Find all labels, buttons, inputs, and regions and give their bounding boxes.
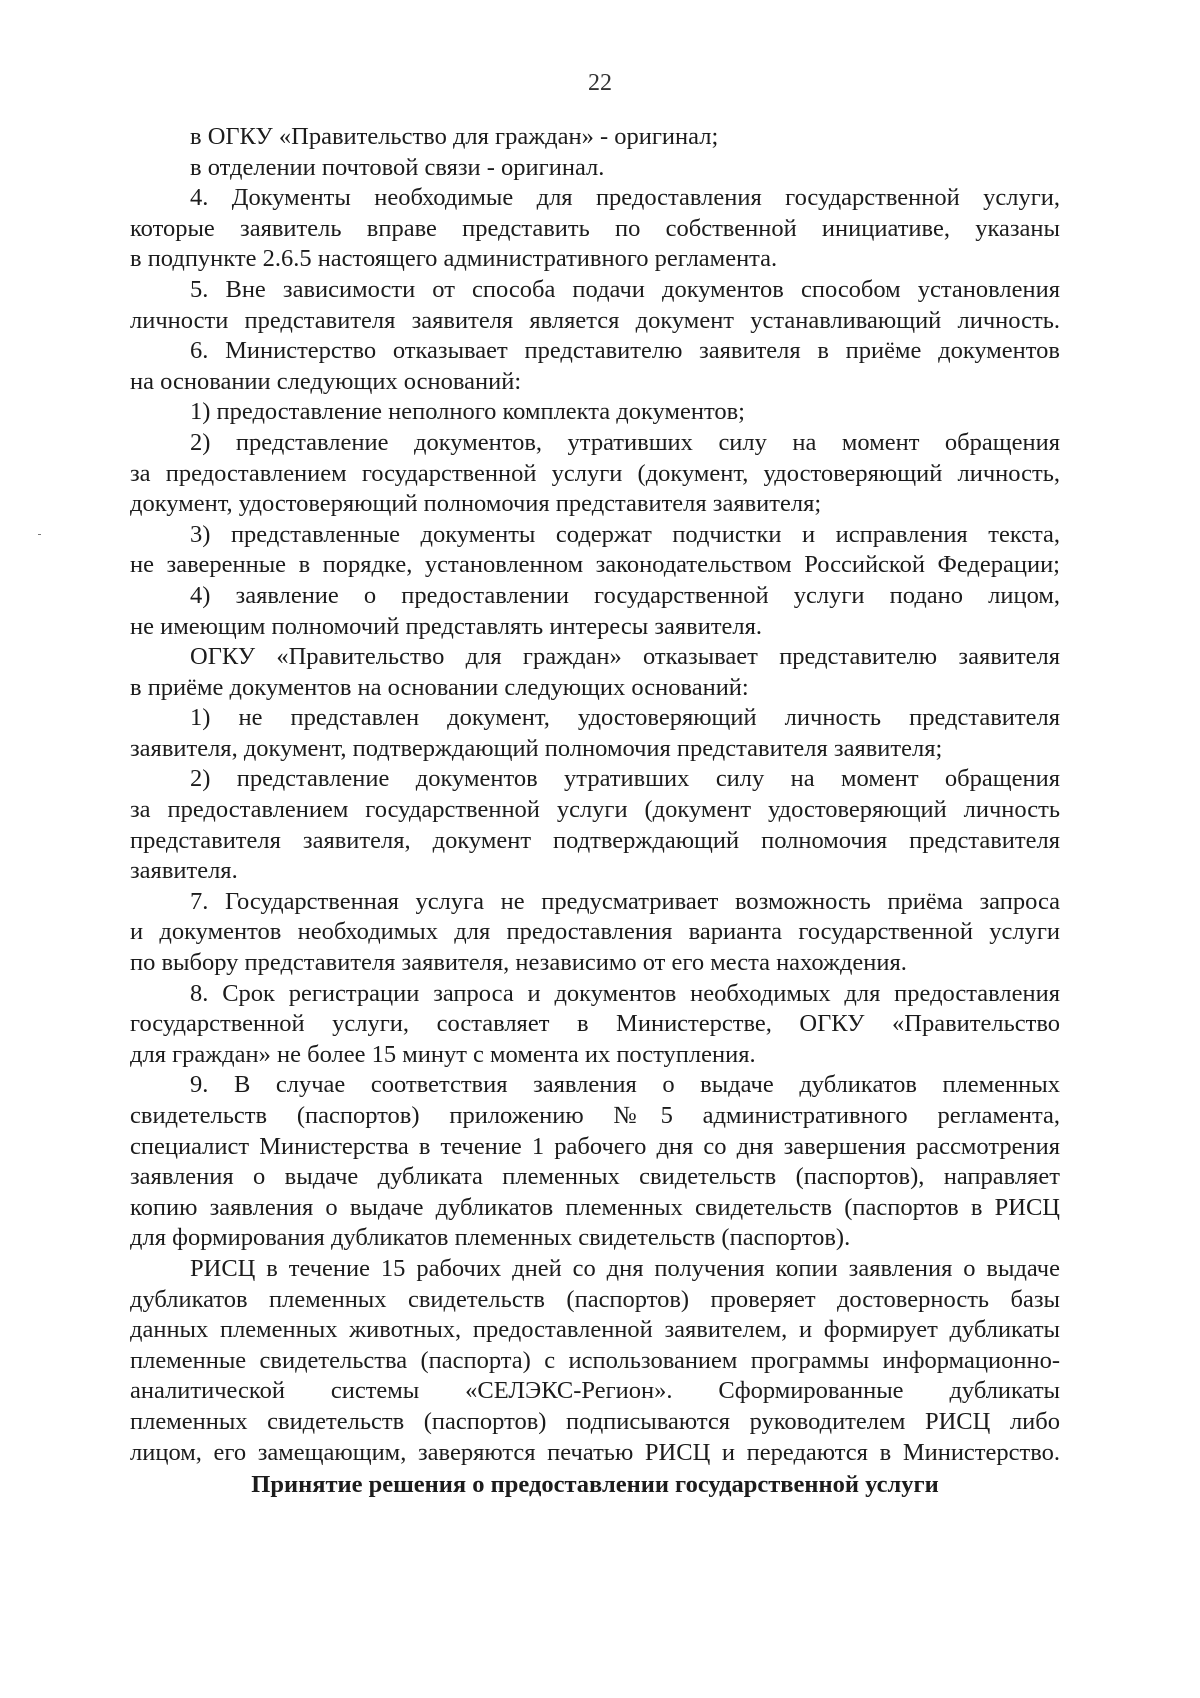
text-line: государственной услуги, составляет в Министерстве, ОГКУ «Правительство: [130, 1010, 1060, 1038]
text-line: свидетельств (паспортов) приложению №5 административного регламента,: [130, 1102, 1060, 1129]
text-line: ОГКУ «Правительство для граждан» отказывает представителю заявителя: [190, 643, 1060, 671]
text-line: дубликатов племенных свидетельств (паспортов) проверяет достоверность базы: [130, 1285, 1060, 1313]
text-line: 8. Срок регистрации запроса и документов необходимых для предоставления: [190, 979, 1060, 1007]
text-line: не имеющим полномочий представлять интересы заявителя.: [130, 612, 763, 640]
text-line: специалист Министерства в течение 1 рабочего дня со дня завершения рассмотрения: [130, 1132, 1060, 1160]
text-line: 3) представленные документы содержат подчистки и исправления текста,: [190, 520, 1060, 548]
text-line: на основании следующих оснований:: [130, 367, 522, 395]
paragraph-lines: [130, 122, 1060, 1468]
text-line: данных племенных животных, предоставленной заявителем, и формирует дубликаты: [130, 1316, 1060, 1344]
text-line: в приёме документов на основании следующих оснований:: [130, 673, 749, 701]
text-line: которые заявитель вправе представить по собственной инициативе, указаны: [130, 214, 1060, 242]
text-line: заявления о выдаче дубликата племенных свидетельств (паспортов), направляет: [130, 1163, 1060, 1191]
document-body: [130, 122, 1060, 1501]
text-line: в отделении почтовой связи - оригинал.: [190, 153, 605, 181]
text-line: РИСЦ в течение 15 рабочих дней со дня получения копии заявления о выдаче: [190, 1254, 1060, 1282]
text-line: заявителя, документ, подтверждающий полномочия представителя заявителя;: [130, 734, 943, 762]
text-line: 2) представление документов утративших силу на момент обращения: [190, 765, 1060, 793]
text-line: аналитической системы «СЕЛЭКС-Регион». Сформированные дубликаты: [130, 1377, 1060, 1405]
text-line: 5. Вне зависимости от способа подачи документов способом установления: [190, 275, 1060, 303]
text-line: в подпункте 2.6.5 настоящего административного регламента.: [130, 245, 778, 273]
text-line: для формирования дубликатов племенных свидетельств (паспортов).: [130, 1224, 851, 1252]
text-line: 9. В случае соответствия заявления о выдаче дубликатов племенных: [190, 1071, 1060, 1099]
text-line: лицом, его замещающим, заверяются печатью РИСЦ и передаются в Министерство.: [130, 1438, 1060, 1466]
text-line: 1) не представлен документ, удостоверяющий личность представителя: [190, 704, 1060, 732]
text-line: 2) представление документов, утративших силу на момент обращения: [190, 428, 1060, 456]
page-number: 22: [588, 70, 612, 96]
text-line: племенных свидетельств (паспортов) подписываются руководителем РИСЦ либо: [130, 1407, 1060, 1435]
text-line: 4) заявление о предоставлении государственной услуги подано лицом,: [190, 581, 1060, 609]
text-line: по выбору представителя заявителя, независимо от его места нахождения.: [130, 949, 907, 977]
text-line: за предоставлением государственной услуги (документ, удостоверяющий личность,: [130, 459, 1060, 487]
text-line: 4. Документы необходимые для предоставления государственной услуги,: [190, 184, 1060, 212]
text-line: 7. Государственная услуга не предусматривает возможность приёма запроса: [190, 887, 1060, 915]
text-line: личности представителя заявителя является документ устанавливающий личность.: [130, 306, 1060, 334]
text-line: 1) предоставление неполного комплекта документов;: [190, 398, 745, 426]
text-line: за предоставлением государственной услуги (документ удостоверяющий личность: [130, 796, 1060, 824]
scan-speck: [38, 534, 41, 535]
text-line: племенные свидетельства (паспорта) с использованием программы информационно-: [130, 1346, 1060, 1374]
text-line: документ, удостоверяющий полномочия представителя заявителя;: [130, 490, 822, 518]
text-line: в ОГКУ «Правительство для граждан» - оригинал;: [190, 123, 719, 150]
section-heading: Принятие решения о предоставлении государственной услуги: [251, 1471, 939, 1499]
text-line: не заверенные в порядке, установленном законодательством Российской Федерации;: [130, 551, 1060, 579]
text-line: копию заявления о выдаче дубликатов племенных свидетельств (паспортов в РИСЦ: [130, 1193, 1060, 1221]
text-line: представителя заявителя, документ подтверждающий полномочия представителя: [130, 826, 1060, 854]
text-line: 6. Министерство отказывает представителю заявителя в приёме документов: [190, 337, 1060, 365]
text-line: для граждан» не более 15 минут с момента их поступления.: [130, 1040, 756, 1068]
text-line: заявителя.: [130, 857, 238, 885]
text-line: и документов необходимых для предоставления варианта государственной услуги: [130, 918, 1060, 946]
